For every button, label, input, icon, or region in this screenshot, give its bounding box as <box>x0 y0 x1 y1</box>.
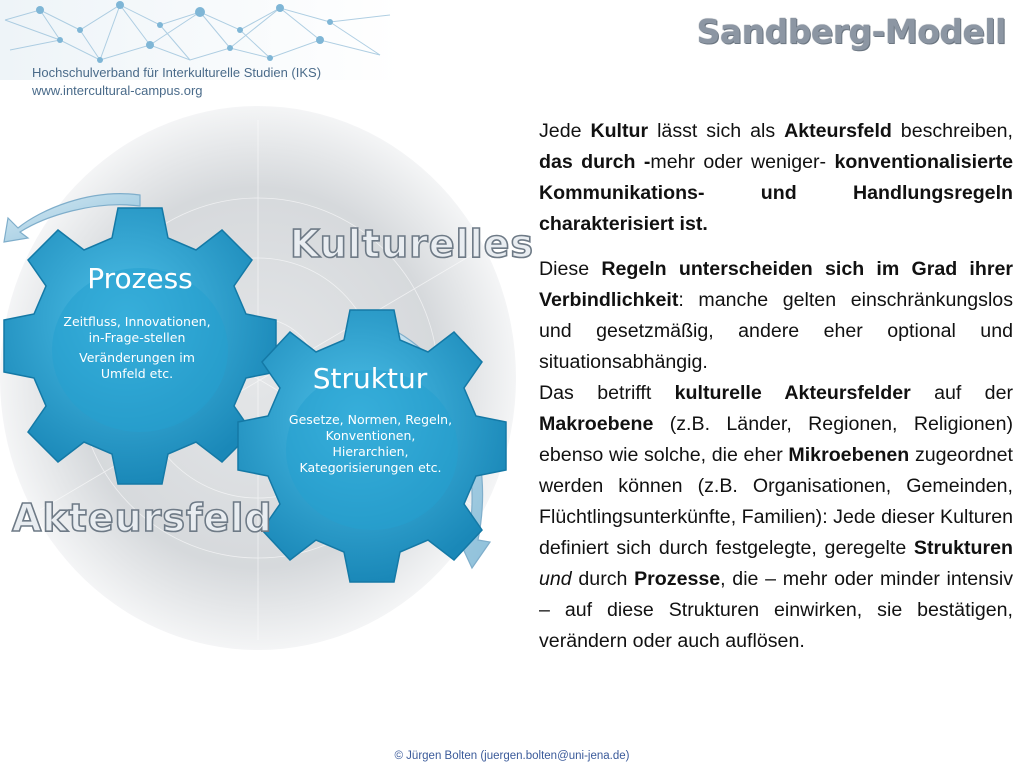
gear-struktur-title: Struktur <box>312 362 428 395</box>
org-url: www.intercultural-campus.org <box>32 83 203 98</box>
page-title: Sandberg-Modell <box>696 12 1006 51</box>
gear-prozess-line2: Veränderungen im Umfeld etc. <box>79 350 195 381</box>
paragraph-2: Diese Regeln unterscheiden sich im Grad ihrer Verbindlichkeit: manche gelten einschränkungslos und gesetzmäßig, andere eher optional und situationsabhängig. <box>539 258 1013 373</box>
footer-copyright: © Jürgen Bolten (juergen.bolten@uni-jena.de) <box>394 750 630 762</box>
gear-prozess-title: Prozess <box>87 262 193 295</box>
word-akteursfeld: Akteursfeld <box>12 496 273 540</box>
body-text <box>539 116 1013 657</box>
paragraph-3: Das betrifft kulturelle Akteursfelder auf der Makroebene (z.B. Länder, Regionen, Religionen) ebenso wie solche, die eher Mikroebenen zugeordnet werden können (z.B. Organisationen, Gemeinden, Flüchtlingsunterkünfte, Familien): Jede dieser Kulturen definiert sich durch festgelegte, geregelte Strukturen und durch Prozesse, die – mehr oder minder intensiv – auf diese Strukturen einwirken, sie bestätigen, verändern oder auch auflösen. <box>539 382 1013 652</box>
paragraph-1: Jede Kultur lässt sich als Akteursfeld beschreiben, das durch -mehr oder weniger- konventionalisierte Kommunikations- und Handlungsregeln charakterisiert ist. <box>539 120 1014 235</box>
org-info <box>32 64 321 100</box>
gear-prozess-text <box>62 314 212 382</box>
org-name: Hochschulverband für Interkulturelle Studien (IKS) <box>32 65 322 80</box>
gear-prozess-line1: Zeitfluss, Innovationen, in-Frage-stellen <box>63 314 211 345</box>
gear-struktur-text: Gesetze, Normen, Regeln, Konventionen, Hierarchien, Kategorisierungen etc. <box>288 412 453 475</box>
word-kulturelles: Kulturelles <box>290 222 535 266</box>
